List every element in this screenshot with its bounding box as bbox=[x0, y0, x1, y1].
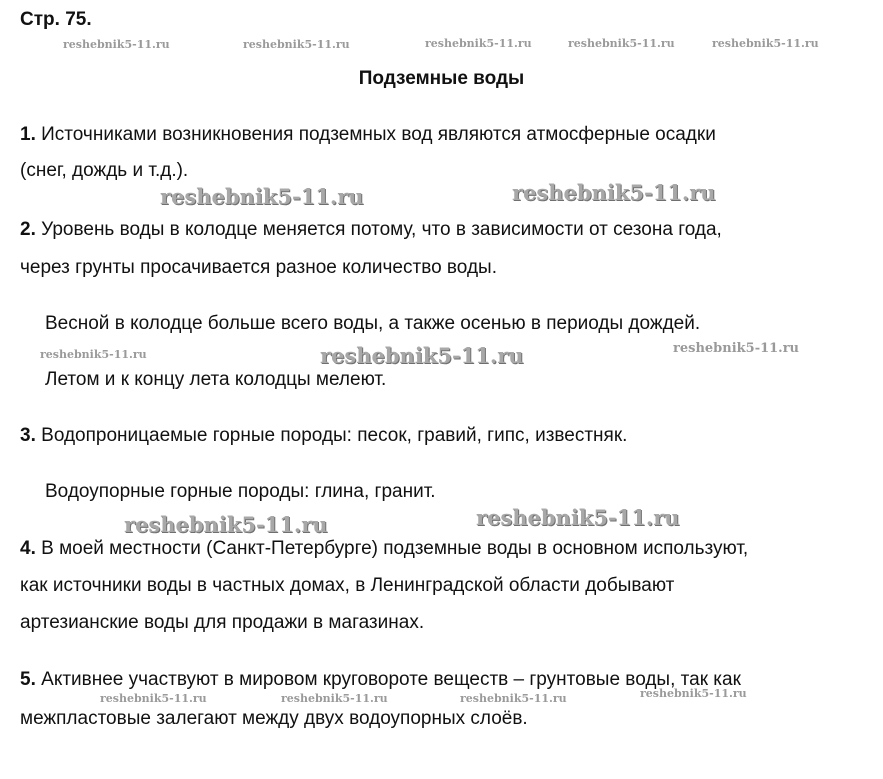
answer-text: артезианские воды для продажи в магазинах. bbox=[20, 612, 425, 633]
answer-text: Водопроницаемые горные породы: песок, гравий, гипс, известняк. bbox=[41, 425, 628, 446]
answer-number: 1. bbox=[20, 124, 36, 145]
watermark: reshebnik5-11.ru bbox=[568, 37, 675, 50]
answer-text: как источники воды в частных домах, в Ленинградской области добывают bbox=[20, 575, 675, 596]
watermark: reshebnik5-11.ru bbox=[63, 38, 170, 51]
answer-number: 5. bbox=[20, 669, 36, 690]
answer-number: 3. bbox=[20, 425, 36, 446]
answer-text: Активнее участвуют в мировом круговороте веществ – грунтовые воды, так как bbox=[41, 669, 741, 690]
watermark: reshebnik5-11.ru bbox=[124, 512, 328, 537]
page-number: Стр. 75. bbox=[20, 9, 92, 30]
watermark: reshebnik5-11.ru bbox=[712, 37, 819, 50]
watermark: reshebnik5-11.ru bbox=[40, 348, 147, 361]
answer-text: Весной в колодце больше всего воды, а также осенью в периоды дождей. bbox=[45, 313, 701, 334]
answer-text: через грунты просачивается разное количество воды. bbox=[20, 257, 497, 278]
answer-number: 4. bbox=[20, 538, 36, 559]
answer-text: Водоупорные горные породы: глина, гранит. bbox=[45, 481, 436, 502]
answer-5-line-2 bbox=[20, 701, 528, 737]
answer-text: В моей местности (Санкт-Петербурге) подземные воды в основном используют, bbox=[41, 538, 749, 559]
watermark: reshebnik5-11.ru bbox=[512, 180, 716, 205]
answer-2-extra-1 bbox=[45, 306, 700, 342]
watermark: reshebnik5-11.ru bbox=[320, 343, 524, 368]
answer-2-line-1 bbox=[20, 212, 722, 248]
answer-text: Уровень воды в колодце меняется потому, что в зависимости от сезона года, bbox=[41, 219, 722, 240]
answer-1-line-1 bbox=[20, 117, 716, 153]
watermark: reshebnik5-11.ru bbox=[243, 38, 350, 51]
watermark: reshebnik5-11.ru bbox=[160, 184, 364, 209]
answer-text: (снег, дождь и т.д.). bbox=[20, 160, 189, 181]
answer-number: 2. bbox=[20, 219, 36, 240]
answer-3-extra-1 bbox=[45, 474, 436, 510]
answer-2-extra-2 bbox=[45, 362, 386, 398]
watermark: reshebnik5-11.ru bbox=[460, 692, 567, 705]
answer-4-line-3 bbox=[20, 605, 424, 641]
answer-text: Источниками возникновения подземных вод являются атмосферные осадки bbox=[41, 124, 716, 145]
answer-2-line-2 bbox=[20, 250, 497, 286]
answer-4-line-1 bbox=[20, 531, 748, 567]
watermark: reshebnik5-11.ru bbox=[100, 692, 207, 705]
answer-3-line-1 bbox=[20, 418, 627, 454]
page-title: Подземные воды bbox=[358, 68, 525, 89]
watermark: reshebnik5-11.ru bbox=[673, 341, 800, 356]
watermark: reshebnik5-11.ru bbox=[476, 505, 680, 530]
watermark: reshebnik5-11.ru bbox=[640, 687, 747, 700]
answer-text: межпластовые залегают между двух водоупорных слоёв. bbox=[20, 708, 528, 729]
watermark: reshebnik5-11.ru bbox=[425, 37, 532, 50]
answer-4-line-2 bbox=[20, 568, 674, 604]
answer-text: Летом и к концу лета колодцы мелеют. bbox=[45, 369, 387, 390]
watermark: reshebnik5-11.ru bbox=[281, 692, 388, 705]
